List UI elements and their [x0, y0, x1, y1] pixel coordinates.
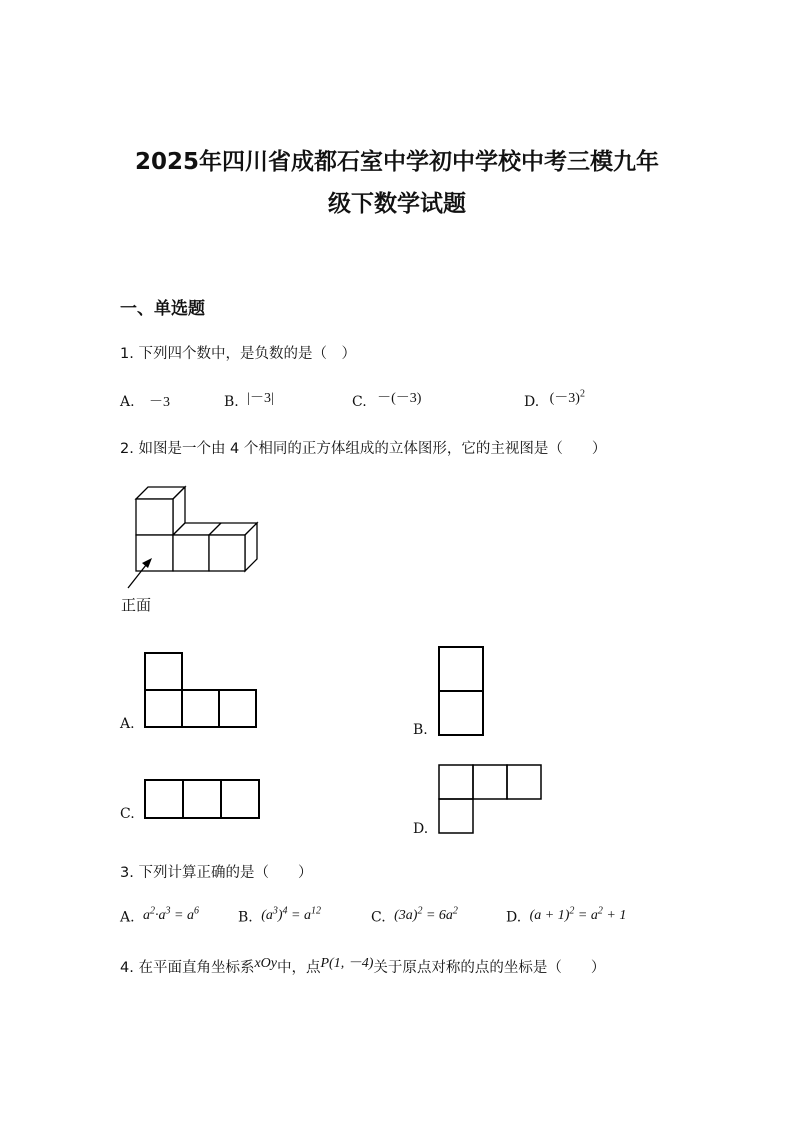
q3-a-part3: = a	[170, 907, 194, 923]
q4-prefix: 4. 在平面直角坐标系	[120, 960, 255, 976]
q1-option-d	[524, 388, 585, 411]
q1-option-d-expr: (－3)	[549, 391, 580, 406]
q2-option-b-figure	[438, 646, 488, 738]
q3-a-sup3: 6	[193, 905, 199, 916]
q1-option-c-expr: －(－3)	[377, 391, 422, 406]
question-2-text: 2. 如图是一个由 4 个相同的正方体组成的立体图形，它的主视图是（ ）	[120, 441, 607, 457]
q3-option-a-letter: A.	[120, 909, 135, 926]
q3-b-sup2: 4	[282, 905, 288, 916]
q3-b-part3: = a	[287, 907, 311, 923]
q3-d-part3: + 1	[602, 907, 627, 923]
q1-option-a	[120, 391, 170, 411]
q2-option-b-letter: B.	[413, 722, 428, 738]
q3-option-d-letter: D.	[506, 909, 522, 926]
cube-front-2	[173, 535, 209, 571]
q1-option-a-letter: A.	[120, 394, 135, 410]
q1-option-d-sup: 2	[579, 388, 585, 400]
q3-a-part2: ·a	[155, 907, 166, 923]
q4-xoy: xOy	[254, 956, 277, 971]
q3-a-part1: a	[143, 907, 151, 923]
q3-a-sup1: 2	[150, 905, 156, 916]
section-heading: 一、单选题	[120, 299, 205, 319]
q1-option-c-letter: C.	[352, 394, 367, 410]
figure-caption: 正面	[121, 596, 152, 614]
q3-b-sup3: 12	[311, 905, 321, 916]
q3-d-sup1: 2	[569, 905, 575, 916]
q3-option-c-letter: C.	[371, 909, 386, 926]
q3-a-sup2: 3	[165, 905, 171, 916]
cube-top-front	[136, 499, 173, 535]
q2-option-d-letter: D.	[413, 821, 429, 837]
q2-option-a-figure	[144, 652, 264, 732]
q4-point: P(1, －4)	[320, 956, 374, 971]
q3-option-b	[238, 905, 321, 927]
question-4-text	[120, 956, 605, 977]
q1-option-a-expr: －3	[149, 395, 171, 410]
q4-middle: 中，点	[277, 960, 321, 976]
q3-b-sup1: 3	[272, 905, 278, 916]
title-line-1: 2025年四川省成都石室中学初中学校中考三模九年	[134, 149, 659, 175]
q3-b-part2: )	[277, 907, 283, 923]
q2-option-c-figure	[144, 779, 264, 821]
q3-c-sup2: 2	[452, 905, 458, 916]
q3-option-b-letter: B.	[238, 909, 253, 926]
q3-d-part1: (a + 1)	[529, 907, 570, 923]
q3-c-part1: (3a)	[394, 907, 418, 923]
q1-option-b-letter: B.	[224, 394, 239, 410]
cube-front-1	[136, 535, 173, 571]
q3-b-part1: (a	[261, 907, 273, 923]
q3-option-c	[371, 905, 458, 927]
q2-option-c-letter: C.	[120, 806, 135, 822]
q1-option-c	[352, 391, 421, 411]
title-line-2: 级下数学试题	[328, 191, 466, 217]
q1-option-b	[224, 391, 274, 411]
question-1-text: 1. 下列四个数中，是负数的是（ ）	[120, 346, 356, 362]
q4-suffix: 关于原点对称的点的坐标是（ ）	[373, 960, 606, 976]
q3-c-part2: = 6a	[422, 907, 453, 923]
q1-option-d-letter: D.	[524, 394, 540, 410]
q1-option-b-expr: |－3|	[247, 391, 274, 406]
cube-front-3	[209, 535, 245, 571]
q3-option-d	[506, 905, 627, 927]
q3-c-sup1: 2	[417, 905, 423, 916]
q3-option-a	[120, 905, 199, 927]
q2-option-d-figure	[438, 764, 546, 836]
solid-figure	[130, 482, 290, 602]
q2-option-a-letter: A.	[120, 716, 135, 732]
q3-d-sup2: 2	[597, 905, 603, 916]
q3-d-part2: = a	[574, 907, 598, 923]
question-3-text: 3. 下列计算正确的是（ ）	[120, 865, 313, 881]
